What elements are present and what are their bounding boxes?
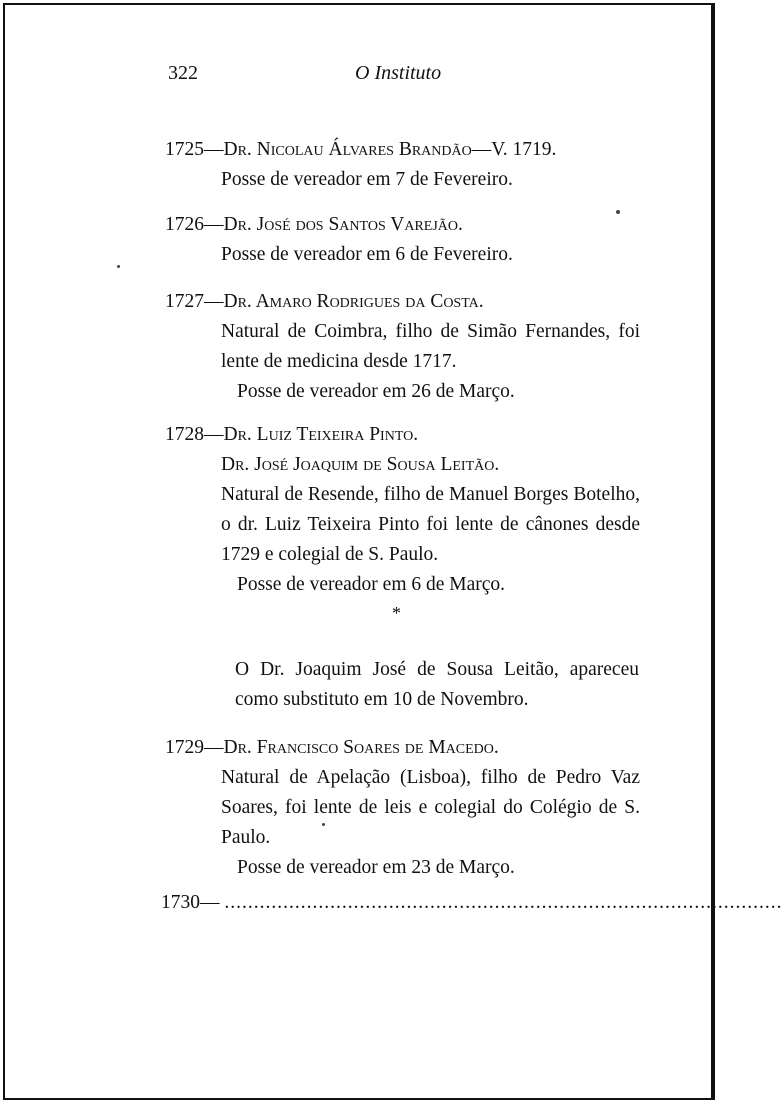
- entry-1725: [165, 135, 640, 195]
- entry-1728: [165, 420, 640, 600]
- posse-line: Posse de vereador em 6 de Março.: [237, 574, 506, 595]
- entry-number: 1727—: [165, 291, 224, 312]
- entry-1729: [165, 733, 640, 883]
- running-head: [0, 62, 724, 92]
- entry-number: 1729—: [165, 737, 224, 758]
- scan-speck: [322, 823, 325, 826]
- entry-paragraph: Natural de Coimbra, filho de Simão Fernandes, foi lente de medicina desde 1717.: [221, 321, 640, 372]
- page-number: 322: [168, 62, 198, 84]
- entry-second-title: Dr. José Joaquim de Sousa Leitão.: [221, 454, 500, 475]
- journal-title: O Instituto: [355, 62, 442, 84]
- posse-line: Posse de vereador em 26 de Março.: [237, 381, 515, 402]
- entry-heading: [165, 420, 640, 450]
- section-separator: *: [392, 603, 401, 623]
- scan-speck: [117, 265, 120, 268]
- entry-suffix: —V. 1719.: [471, 139, 557, 160]
- entry-number: 1730—: [161, 892, 220, 913]
- entry-number: 1725—: [165, 139, 224, 160]
- scan-speck: [616, 210, 620, 214]
- entry-title: Dr. José dos Santos Varejão.: [223, 214, 463, 235]
- entry-heading: [165, 287, 640, 317]
- entry-title: Dr. Amaro Rodrigues da Costa.: [223, 291, 484, 312]
- posse-line: Posse de vereador em 23 de Março.: [237, 857, 515, 878]
- entry-paragraph: Natural de Resende, filho de Manuel Borges Botelho, o dr. Luiz Teixeira Pinto foi lente de cânones desde 1729 e colegial de S. Paulo.: [221, 484, 640, 565]
- substitute-note: [219, 655, 639, 715]
- entry-heading: [165, 733, 640, 763]
- entry-paragraph: Natural de Apelação (Lisboa), filho de Pedro Vaz Soares, foi lente de leis e colegial do Colégio de S. Paulo.: [221, 767, 640, 848]
- entry-1730: [161, 888, 783, 918]
- entry-1726: [165, 210, 640, 270]
- posse-line: Posse de vereador em 6 de Fevereiro.: [221, 244, 513, 265]
- posse-line: Posse de vereador em 7 de Fevereiro.: [221, 169, 513, 190]
- entry-number: 1728—: [165, 424, 224, 445]
- note-text: O Dr. Joaquim José de Sousa Leitão, apareceu como substituto em 10 de Novembro.: [235, 659, 639, 710]
- entry-title: Dr. Nicolau Álvares Brandão: [223, 139, 472, 160]
- entry-heading: [165, 210, 640, 240]
- entry-heading: [165, 135, 640, 165]
- entry-1727: [165, 287, 640, 407]
- leader-dots: ...............................................................................................: [224, 892, 783, 913]
- entry-title: Dr. Luiz Teixeira Pinto.: [223, 424, 419, 445]
- entry-number: 1726—: [165, 214, 224, 235]
- entry-title: Dr. Francisco Soares de Macedo.: [223, 737, 499, 758]
